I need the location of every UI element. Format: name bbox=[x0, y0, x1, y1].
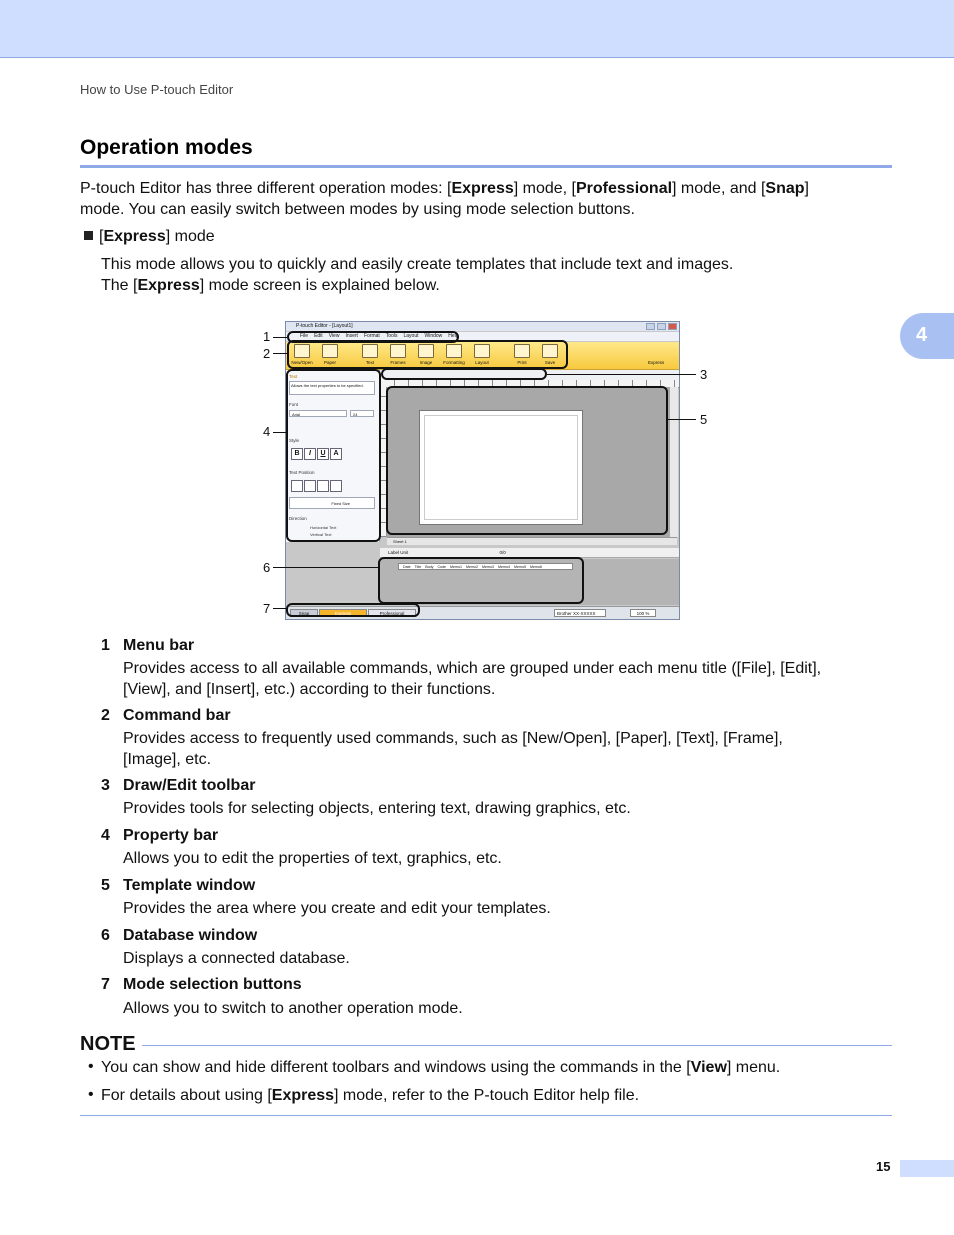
sheet-tab-row bbox=[387, 537, 677, 545]
item-title-template-window: Template window bbox=[123, 877, 256, 894]
cmd-label: Image bbox=[419, 360, 433, 365]
prop-font-head: Font bbox=[289, 402, 299, 407]
menu-format: Format bbox=[363, 333, 380, 339]
intro-snap: Snap bbox=[765, 180, 805, 197]
close-icon bbox=[668, 323, 677, 330]
cmd-label: Save bbox=[544, 360, 556, 365]
note-text: For details about using [ bbox=[101, 1087, 272, 1104]
running-head: How to Use P-touch Editor bbox=[80, 82, 234, 97]
italic-icon: I bbox=[304, 448, 316, 460]
note-express: Express bbox=[271, 1087, 335, 1104]
chapter-number: 4 bbox=[916, 324, 928, 346]
callout-box-3 bbox=[381, 368, 547, 380]
window-controls bbox=[646, 323, 677, 330]
bullet-bracket: [ bbox=[99, 228, 104, 245]
leader-line-6 bbox=[273, 567, 378, 568]
leader-line-7 bbox=[273, 608, 286, 609]
menu-window: Window bbox=[424, 333, 443, 339]
item-desc-menu-bar bbox=[123, 659, 893, 700]
desc-text: The [ bbox=[101, 276, 138, 294]
item-number: 2 bbox=[101, 707, 110, 724]
square-bullet-icon bbox=[84, 231, 93, 240]
prop-text-head: Text bbox=[289, 374, 298, 379]
font-select: Arial bbox=[289, 410, 347, 417]
size-select: 24 bbox=[350, 410, 374, 417]
callout-box-2 bbox=[287, 340, 568, 369]
item-title-database-window: Database window bbox=[123, 927, 258, 944]
item-title-property-bar: Property bar bbox=[123, 827, 219, 844]
callout-box-7 bbox=[286, 603, 420, 617]
prop-direction-head: Direction bbox=[289, 516, 307, 521]
db-column: Memo3 bbox=[482, 565, 494, 569]
note-text: You can show and hide different toolbars and windows using the commands in the [ bbox=[101, 1059, 691, 1076]
record-count: 0/0 bbox=[499, 550, 506, 555]
db-column: Code bbox=[437, 565, 447, 569]
bold-icon: B bbox=[291, 448, 303, 460]
cmd-label: Frames bbox=[390, 360, 406, 365]
callout-number-2: 2 bbox=[263, 346, 271, 361]
note-item-1 bbox=[101, 1058, 891, 1079]
header-band bbox=[0, 0, 954, 58]
item-title-draw-edit-toolbar: Draw/Edit toolbar bbox=[123, 777, 256, 794]
vertical-scrollbar bbox=[669, 387, 678, 537]
menu-insert: Insert bbox=[345, 333, 358, 339]
callout-number-7: 7 bbox=[263, 601, 271, 616]
desc-line: Provides access to all available commands, which are grouped under each menu title ([File], [Edit], bbox=[123, 660, 822, 677]
note-view: View bbox=[690, 1059, 727, 1076]
label-unit-label: Label Unit bbox=[388, 550, 409, 555]
item-number: 7 bbox=[101, 976, 110, 993]
page-number: 15 bbox=[876, 1159, 891, 1174]
item-number: 5 bbox=[101, 877, 110, 894]
window-title: P-touch Editor - [Layout1] bbox=[286, 322, 679, 331]
note-bullet-icon: • bbox=[88, 1086, 94, 1103]
item-title-menu-bar: Menu bar bbox=[123, 637, 195, 654]
mode-snap-button: Snap bbox=[290, 609, 318, 617]
db-column: Memo4 bbox=[498, 565, 510, 569]
cmd-label: Formatting bbox=[443, 360, 465, 365]
item-desc-command-bar bbox=[123, 729, 893, 770]
menu-view: View bbox=[328, 333, 340, 339]
intro-text: ] bbox=[804, 180, 809, 197]
prop-position-head: Text Position bbox=[289, 470, 315, 475]
menu-edit: Edit bbox=[314, 333, 323, 339]
intro-express: Express bbox=[451, 180, 514, 197]
express-logo: Express bbox=[648, 360, 665, 365]
printer-select: Brother XX-XXXXX bbox=[554, 609, 606, 617]
intro-text: ] mode, and [ bbox=[672, 180, 766, 197]
express-description bbox=[101, 255, 891, 296]
menu-file: File bbox=[300, 333, 309, 339]
page-tab bbox=[900, 1160, 954, 1177]
item-desc-draw-edit-toolbar: Provides tools for selecting objects, entering text, drawing graphics, etc. bbox=[123, 800, 631, 817]
note-title: NOTE bbox=[80, 1033, 136, 1055]
desc-line: Provides access to frequently used commands, such as [New/Open], [Paper], [Text], [Frame], bbox=[123, 730, 783, 747]
item-desc-property-bar: Allows you to edit the properties of text, graphics, etc. bbox=[123, 850, 502, 867]
leader-line-3 bbox=[547, 374, 696, 375]
outline-icon: A bbox=[330, 448, 342, 460]
prop-style-head: Style bbox=[289, 438, 300, 443]
section-title: Operation modes bbox=[80, 136, 253, 159]
menu-help: Help bbox=[448, 333, 459, 339]
db-column: Title bbox=[414, 565, 422, 569]
callout-number-4: 4 bbox=[263, 424, 271, 439]
desc-line-1: This mode allows you to quickly and easily create templates that include text and images. bbox=[101, 256, 734, 273]
callout-number-5: 5 bbox=[700, 412, 708, 427]
menu-layout: Layout bbox=[403, 333, 419, 339]
callout-number-3: 3 bbox=[700, 367, 708, 382]
cmd-label: Text bbox=[365, 360, 375, 365]
vertical-text-option: Vertical Text bbox=[310, 532, 332, 537]
callout-number-1: 1 bbox=[263, 329, 271, 344]
item-title-command-bar: Command bar bbox=[123, 707, 231, 724]
item-number: 1 bbox=[101, 637, 110, 654]
desc-line: [Image], etc. bbox=[123, 750, 212, 768]
item-title-mode-selection: Mode selection buttons bbox=[123, 976, 302, 993]
prop-text-hint: Allows the text properties to be specified. bbox=[289, 381, 375, 395]
note-text: ] mode, refer to the P-touch Editor help file. bbox=[334, 1087, 640, 1104]
note-end-rule bbox=[80, 1115, 892, 1116]
cmd-label: Paper bbox=[323, 360, 336, 365]
leader-line-2 bbox=[273, 353, 287, 354]
desc-text: ] mode screen is explained below. bbox=[199, 276, 440, 294]
bullet-text: ] mode bbox=[165, 228, 215, 245]
express-bullet bbox=[84, 227, 215, 248]
note-text: ] menu. bbox=[726, 1059, 781, 1076]
item-number: 4 bbox=[101, 827, 110, 844]
item-desc-database-window: Displays a connected database. bbox=[123, 950, 350, 967]
maximize-icon bbox=[657, 323, 666, 330]
db-column: Memo2 bbox=[466, 565, 479, 569]
note-bullet-icon: • bbox=[88, 1058, 94, 1075]
bullet-express: Express bbox=[103, 228, 166, 245]
db-column: Body bbox=[425, 565, 434, 569]
callout-box-5 bbox=[386, 386, 668, 535]
mode-professional-button: Professional bbox=[368, 609, 416, 617]
callout-number-6: 6 bbox=[263, 560, 271, 575]
note-item-2 bbox=[101, 1086, 891, 1107]
db-column: Date bbox=[403, 565, 411, 569]
minimize-icon bbox=[646, 323, 655, 330]
sheet-tab: Sheet 1 bbox=[393, 539, 407, 544]
db-column: Memo5 bbox=[513, 565, 526, 569]
db-column: Memo1 bbox=[450, 565, 463, 569]
mode-express-button: Express bbox=[319, 609, 367, 617]
fixed-size-option: Fixed Size bbox=[289, 497, 375, 509]
item-desc-template-window: Provides the area where you create and edit your templates. bbox=[123, 900, 551, 917]
intro-line-2: mode. You can easily switch between modes by using mode selection buttons. bbox=[80, 200, 635, 218]
callout-box-6 bbox=[378, 557, 584, 604]
intro-text: ] mode, [ bbox=[513, 180, 576, 197]
cmd-label: New/Open bbox=[291, 360, 313, 365]
cmd-label: Print bbox=[517, 360, 527, 365]
desc-line: [View], and [Insert], etc.) according to their functions. bbox=[123, 680, 496, 698]
zoom-select: 100 % bbox=[630, 609, 656, 617]
db-column: Memo6 bbox=[529, 565, 542, 569]
leader-line-5 bbox=[668, 419, 696, 420]
item-number: 6 bbox=[101, 927, 110, 944]
section-rule bbox=[80, 165, 892, 168]
chapter-tab bbox=[900, 313, 954, 359]
item-number: 3 bbox=[101, 777, 110, 794]
leader-line-4 bbox=[273, 432, 286, 433]
item-desc-mode-selection: Allows you to switch to another operation mode. bbox=[123, 1000, 463, 1017]
intro-professional: Professional bbox=[576, 180, 673, 197]
intro-paragraph bbox=[80, 179, 880, 220]
menu-tools: Tools bbox=[385, 333, 398, 339]
cmd-label: Layout bbox=[475, 360, 489, 365]
callout-box-4 bbox=[286, 369, 381, 542]
horizontal-text-option: Horizontal Text bbox=[310, 525, 337, 530]
intro-text: P-touch Editor has three different operation modes: [ bbox=[80, 180, 452, 197]
desc-express: Express bbox=[137, 276, 200, 294]
underline-icon: U bbox=[317, 448, 329, 460]
leader-line-1 bbox=[273, 337, 287, 338]
note-rule bbox=[142, 1045, 892, 1046]
